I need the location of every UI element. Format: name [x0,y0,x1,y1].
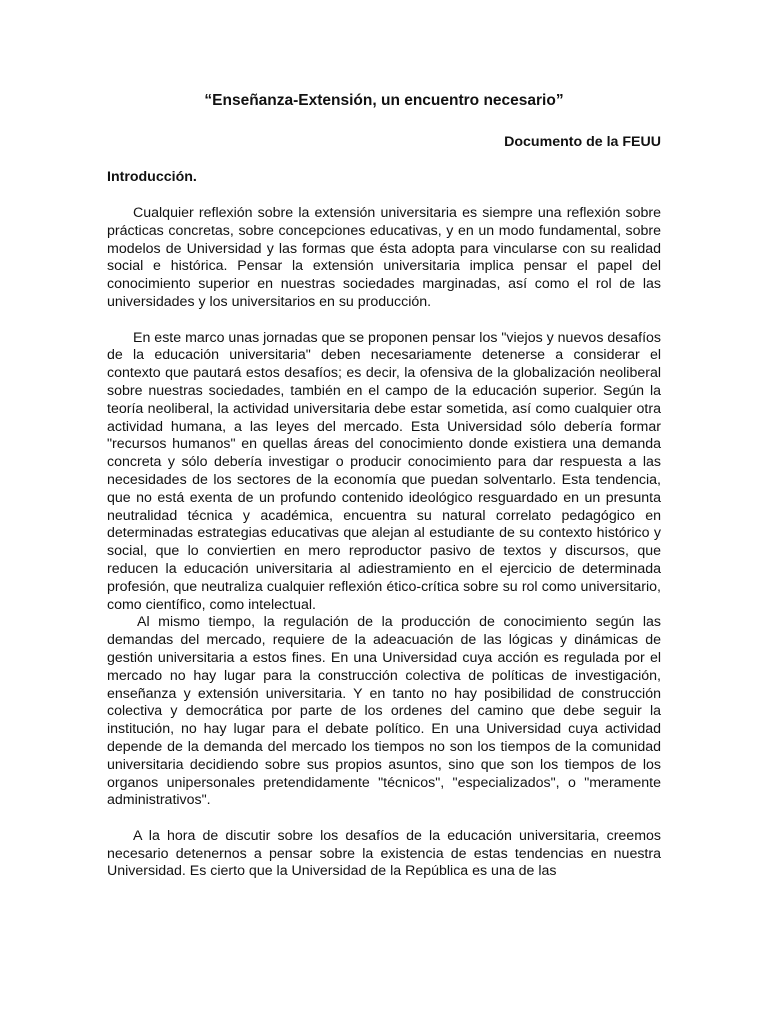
paragraph-4: A la hora de discutir sobre los desafíos de la educación universitaria, creemos necesario detenernos a pensar sobre la existencia de estas tendencias en nuestra Universidad. Es cierto que la Universidad de la República es una de las [107,827,661,880]
paragraph-3: Al mismo tiempo, la regulación de la producción de conocimiento según las demandas del mercado, requiere de la adeacuación de las lógicas y dinámicas de gestión universitaria a estos fines. En una Universidad cuya acción es regulada por el mercado no hay lugar para la construcción colectiva de políticas de investigación, enseñanza y extensión universitaria. Y en tanto no hay posibilidad de construcción colectiva y democrática por parte de los ordenes del camino que debe seguir la institución, no hay lugar para el debate político. En una Universidad cuya actividad depende de la demanda del mercado los tiempos no son los tiempos de la comunidad universitaria decidiendo sobre sus propios asuntos, sino que son los tiempos de los organos unipersonales pretendidamente "técnicos", "especializados", o "meramente administrativos". [107,614,661,809]
document-body [107,205,661,881]
document-subtitle: Documento de la FEUU [504,134,661,150]
document-title: “Enseñanza-Extensión, un encuentro necesario” [204,92,564,109]
paragraph-1: Cualquier reflexión sobre la extensión universitaria es siempre una reflexión sobre prácticas concretas, sobre concepciones educativas, y en un modo fundamental, sobre modelos de Universidad y las formas que ésta adopta para vincularse con su realidad social e histórica. Pensar la extensión universitaria implica pensar el papel del conocimiento superior en nuestras sociedades marginadas, así como el rol de las universidades y los universitarios en su producción. [107,205,661,310]
section-heading: Introducción. [107,169,197,185]
paragraph-2: En este marco unas jornadas que se proponen pensar los "viejos y nuevos desafíos de la educación universitaria" deben necesariamente detenerse a considerar el contexto que pautará estos desafíos; es decir, la ofensiva de la globalización neoliberal sobre nuestras sociedades, también en el campo de la educación superior. Según la teoría neoliberal, la actividad universitaria debe estar sometida, así como cualquier otra actividad humana, a las leyes del mercado. Esta Universidad sólo debería formar "recursos humanos" en quellas áreas del conocimiento donde existiera una demanda concreta y sólo debería investigar o producir conocimiento para dar respuesta a las necesidades de los sectores de la economía que puedan solventarlo. Esta tendencia, que no está exenta de un profundo contenido ideológico resguardado en un presunta neutralidad técnica y académica, encuentra su natural correlato pedagógico en determinadas estrategias educativas que alejan al estudiante de su contexto histórico y social, que lo conviertien en mero reproductor pasivo de textos y discursos, que reducen la educación universitaria al adiestramiento en el ejercicio de determinada profesión, que neutraliza cualquier reflexión ético-crítica sobre su rol como universitario, como científico, como intelectual. [107,329,661,613]
